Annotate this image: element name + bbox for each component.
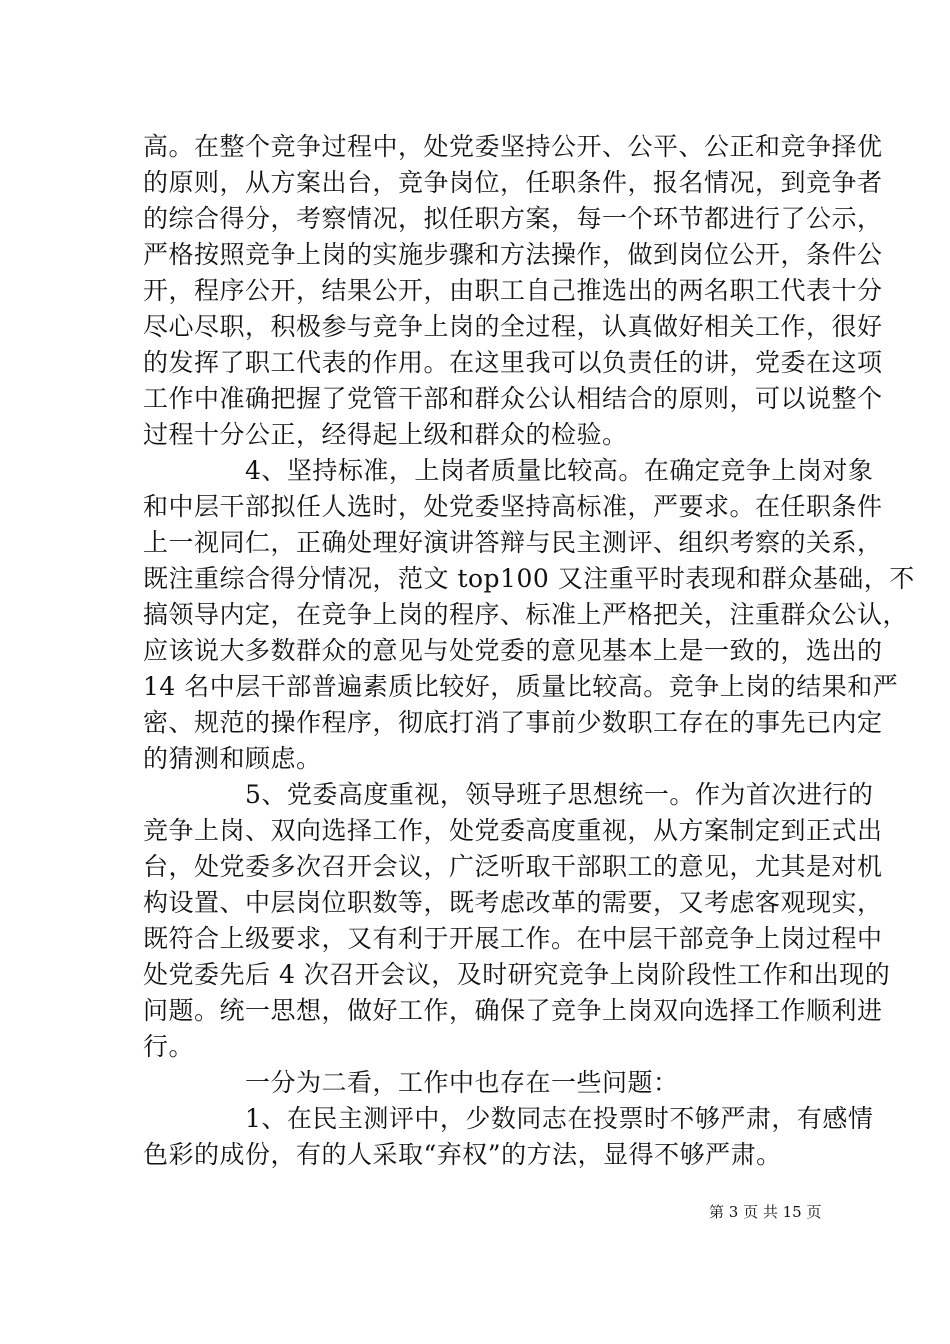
text-line: 密、规范的操作程序，彻底打消了事前少数职工存在的事先已内定 xyxy=(143,708,883,737)
text-line: 的发挥了职工代表的作用。在这里我可以负责任的讲，党委在这项 xyxy=(143,348,883,377)
text-line: 竞争上岗、双向选择工作，处党委高度重视，从方案制定到正式出 xyxy=(143,816,883,845)
text-line: 处党委先后 4 次召开会议，及时研究竞争上岗阶段性工作和出现的 xyxy=(143,960,891,989)
page-number-footer: 第 3 页 共 15 页 xyxy=(709,1203,822,1221)
text-line: 严格按照竞争上岗的实施步骤和方法操作，做到岗位公开，条件公 xyxy=(143,240,883,269)
issue-1-start: 1、在民主测评中，少数同志在投票时不够严肃，有感情 xyxy=(245,1104,874,1133)
text-line: 应该说大多数群众的意见与处党委的意见基本上是一致的，选出的 xyxy=(143,636,883,665)
text-line: 尽心尽职，积极参与竞争上岗的全过程，认真做好相关工作，很好 xyxy=(143,312,883,341)
text-line: 工作中准确把握了党管干部和群众公认相结合的原则，可以说整个 xyxy=(143,384,883,413)
issues-heading: 一分为二看，工作中也存在一些问题： xyxy=(245,1068,679,1097)
text-line: 过程十分公正，经得起上级和群众的检验。 xyxy=(143,420,628,449)
text-line: 搞领导内定，在竞争上岗的程序、标准上严格把关，注重群众公认， xyxy=(143,600,909,629)
text-line: 上一视同仁，正确处理好演讲答辩与民主测评、组织考察的关系， xyxy=(143,528,883,557)
text-line: 高。在整个竞争过程中，处党委坚持公开、公平、公正和竞争择优 xyxy=(143,132,883,161)
text-line: 色彩的成份，有的人采取“弃权”的方法，显得不够严肃。 xyxy=(143,1140,782,1169)
text-line: 既符合上级要求，又有利于开展工作。在中层干部竞争上岗过程中 xyxy=(143,924,883,953)
text-line: 构设置、中层岗位职数等，既考虑改革的需要，又考虑客观现实， xyxy=(143,888,883,917)
text-line: 的原则，从方案出台，竞争岗位，任职条件，报名情况，到竞争者 xyxy=(143,168,883,197)
text-line: 开，程序公开，结果公开，由职工自己推选出的两名职工代表十分 xyxy=(143,276,883,305)
text-line: 问题。统一思想，做好工作，确保了竞争上岗双向选择工作顺利进 xyxy=(143,996,883,1025)
paragraph-4-start: 4、坚持标准，上岗者质量比较高。在确定竞争上岗对象 xyxy=(245,456,874,485)
text-line: 既注重综合得分情况，范文 top100 又注重平时表现和群众基础，不 xyxy=(143,564,915,593)
text-line: 台，处党委多次召开会议，广泛听取干部职工的意见，尤其是对机 xyxy=(143,852,883,881)
text-line: 的综合得分，考察情况，拟任职方案，每一个环节都进行了公示， xyxy=(143,204,883,233)
text-line: 行。 xyxy=(143,1032,195,1061)
text-line: 的猜测和顾虑。 xyxy=(143,744,322,773)
text-line: 和中层干部拟任人选时，处党委坚持高标准，严要求。在任职条件 xyxy=(143,492,883,521)
text-line: 14 名中层干部普遍素质比较好，质量比较高。竞争上岗的结果和严 xyxy=(143,672,899,701)
paragraph-5-start: 5、党委高度重视，领导班子思想统一。作为首次进行的 xyxy=(245,780,874,809)
